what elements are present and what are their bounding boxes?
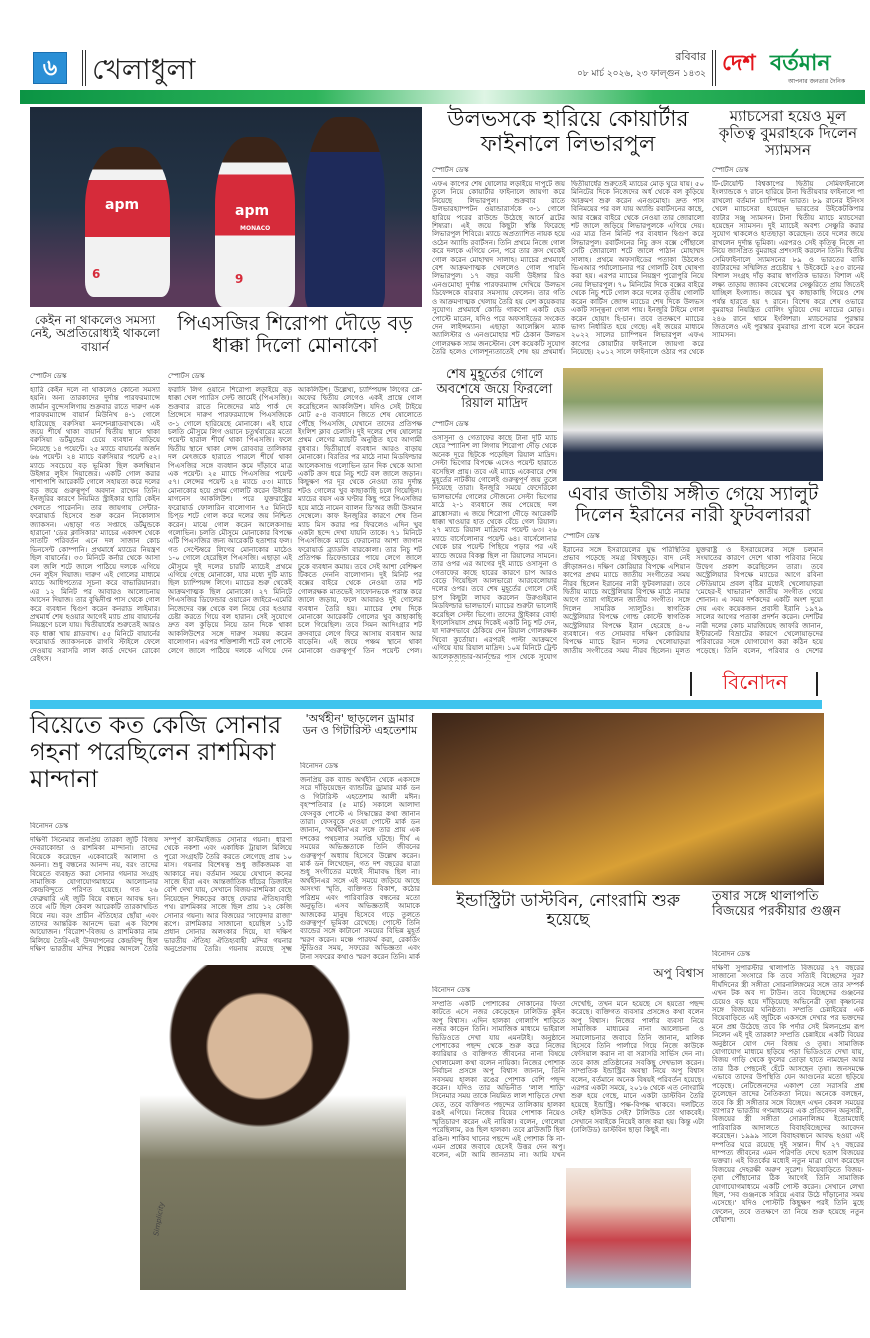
monaco-celebration-photo xyxy=(30,107,422,307)
opu-biswas-photo xyxy=(566,1168,691,1288)
desk-dhon: বিনোদন ডেস্ক xyxy=(300,762,420,774)
desk-samson: স্পোর্টস ডেস্ক xyxy=(712,166,864,178)
binodon-blue-band xyxy=(30,700,822,709)
header-green-band xyxy=(20,90,865,104)
headline-real-madrid: শেষ মুহূর্তের গোলে অবশেষে জয়ে ফিরলো রিয়াল মাদ্রিদ xyxy=(436,367,553,412)
film-dance-photo xyxy=(432,713,824,885)
byline-opu: অপু বিশ্বাস xyxy=(653,966,704,980)
logo-tagline: আপনার জনতার দৈনিক xyxy=(788,78,846,85)
body-kane: হ্যারি কেইন দলে না থাকলেও কোনো সমস্যা হয়নি। অন্য তারকাদের দুর্দান্ত পারফরম্যান্সে জার্মান বুন্দেসলিগায় শুক্রবার রাতে দারুণ এক পারফরম্যান্সে বায়ার্ন মিউনিখ ৪-১ গোলে হারিয়েছে বরুসিয়া মনশেনগ্লাডবাখকে। এই জয়ে শীর্ষে থাকা বায়ার্ন দ্বিতীয় স্থানে থাকা বরুসিয়া ডর্টমুন্ডের চেয়ে ব্যবধান বাড়িয়ে নিয়েছে ১৪ পয়েন্টে। ২৫ ম্যাচে বায়ার্নের অর্জন ৬৬ পয়েন্ট। ২৪ ম্যাচে বরুসিয়ার পয়েন্ট ৫২। ম্যাচে সবচেয়ে বড় ভূমিকা ছিল কলম্বিয়ান উইঙ্গার লুইস দিয়াজের। একটি গোল করার পাশাপাশি আরেকটি গোলে সহায়তা করে দলের বড় জয়ে গুরুত্বপূর্ণ অবদান রাখেন তিনি। ইনজুরির কারণে নিয়মিত স্ট্রাইকার হ্যারি কেইন খেলতে পারেননি। তার জায়গায় সেন্টার-ফরোয়ার্ড হিসেবে শুরু করেন নিকোলাস জ্যাকসন। এছাড়া গত সপ্তাহে ডর্টমুন্ডকে হারানো 'ডের ক্লাসিকার' ম্যাচের একাদশ থেকে সাতটি পরিবর্তন এনে দল সাজান কোচ ভিনসেন্ট কোম্পানি। প্রথমার্ধে ম্যাচের নিয়ন্ত্রণ ছিল বায়ার্নের। ৩৩ মিনিটে কর্নার থেকে আসা বল জলি শটে জালে পাঠিয়ে দলকে এগিয়ে দেন লুইস দিয়াজ। দারুণ এই গোলের মাধ্যমে ম্যাচে আধিপত্যের সূচনা করে বাভারিয়ানরা। এর ১২ মিনিট পর আবারও আলোচনায় আসেন দিয়াজ। তার বুদ্ধিদীপ্ত পাস থেকে গোল করে ব্যবধান দ্বিগুণ করেন কনরাড লাইমার। প্রথমার্ধ শেষ হওয়ার আগেই ম্যাচ প্রায় বায়ার্নের নিয়ন্ত্রণে চলে যায়। দ্বিতীয়ার্ধের শুরুতেই আরও বড় ধাক্কা খায় গ্লাডবাখ। ৫৫ মিনিটে বায়ার্নের ফরোয়ার্ড জ্যাকসনকে রাগবি স্টাইলে ফেলে দেওয়ায় সরাসরি লাল কার্ড দেখেন রোকো রেইৎস। xyxy=(30,386,160,662)
headline-liverpool: উলভসকে হারিয়ে কোয়ার্টার ফাইনালে লিভারপুল xyxy=(447,107,689,157)
binodon-bar-right xyxy=(816,672,818,696)
body-iran: ইরানের সঙ্গে ইসরায়েলের যুদ্ধ পরিস্থিতির প্রভাব পড়েছে সমগ্র বিশ্বজুড়ে। বাদ নেই ক্রীড়াঙ্গনও। দক্ষিণ কোরিয়ার বিপক্ষে এশিয়ান কাপের প্রথম ম্যাচে জাতীয় সংগীতের সময় নীরব ছিলেন ইরানের নারী ফুটবলাররা। তবে দ্বিতীয় ম্যাচে অস্ট্রেলিয়ার বিপক্ষে মাঠে নামার আগে তারা গাইলেন জাতীয় সংগীত। সঙ্গে দিলেন সামরিক স্যালুটও। স্বাগতিক অস্ট্রেলিয়ার বিপক্ষে গোল্ড কোস্টে স্বাগতিক অস্ট্রেলিয়ার বিপক্ষে ইরান হেরেছে ৪-০ ব্যবধানে। গত সোমবার দক্ষিণ কোরিয়ার বিপক্ষে ম্যাচে ইরান দলের খেলোয়াড়রা জাতীয় সংগীতের সময় নীরব ছিলেন। মূলত যুক্তরাষ্ট্র ও ইসরায়েলের সঙ্গে চলমান সংঘাতের কারণে দেশে থাকা পরিবার নিয়ে উদ্বেগ প্রকাশ করেছিলেন তারা। তবে অস্ট্রেলিয়ার বিপক্ষে ম্যাচের আগে রবিনা স্টেডিয়ামে প্রবল বৃষ্টির মধ্যেই খেলোয়াড়রা 'মেহের-ই খাভারান' জাতীয় সংগীত গেয়ে শোনান। এ সময় দর্শকদের একটি অংশ দুয়ো দেয় এবং কয়েকজন প্রবাসী ইরানি ১৯৭৯ সালের আগের পতাকা প্রদর্শন করেন। দেশটির নারী দলের কোচ মারজিয়েহ জাফরি জানান, ইন্টারনেট বিভ্রাটের কারণে খেলোয়াড়দের পরিবারের সঙ্গে যোগাযোগ করা কঠিন হয়ে পড়েছে। তিনি বলেন, পরিবার ও দেশের xyxy=(563,546,823,655)
desk-iran: স্পোর্টস ডেস্ক xyxy=(563,532,823,544)
psg-player xyxy=(305,117,385,307)
issue-day: রবিবার xyxy=(675,50,706,63)
jersey-monaco-text: MONACO xyxy=(240,225,271,232)
desk-trisha: বিনোদন ডেস্ক xyxy=(712,950,864,962)
rashmika-photo xyxy=(140,965,406,1290)
headline-kane: কেইন না থাকলেও সমস্যা নেই, অপ্রতিরোধ্যই থাকলো বায়ার্ন xyxy=(30,313,160,354)
desk-psg: স্পোর্টস ডেস্ক xyxy=(168,372,422,384)
jersey-number-center: 9 xyxy=(235,272,244,286)
desk-opu: বিনোদন ডেস্ক xyxy=(432,986,704,998)
desk-liverpool: স্পোর্টস ডেস্ক xyxy=(432,166,704,178)
body-psg: ফরাসি লিগ ওয়ানে শিরোপা লড়াইয়ে বড় ধাক্কা খেল প্যারিস সেন্ট জার্মেই (পিএসজি)। শুক্রবার রাতে নিজেদের মাঠ পার্ক দে প্রিন্সেসে দারুণ পারফরম্যান্সে পিএসজিকে ৩-১ গোলে হারিয়েছে মোনাকো। এই হারে চলতি মৌসুমে লিগ ওয়ানে চতুর্থবারের মতো পয়েন্ট হারাল শীর্ষে থাকা পিএসজি। ফলে দ্বিতীয় স্থানে থাকা লেন্স রোববার তালিকার দল মেৎজকে হারাতে পারলে শীর্ষে থাকা পিএসজির সঙ্গে ব্যবধান কমে দাঁড়াবে মাত্র এক পয়েন্ট। ২৫ ম্যাচে পিএসজির পয়েন্ট ৫৭। লেন্সের পয়েন্ট ২৪ ম্যাচে ৫৩। ম্যাচে মোনাকোর হয়ে প্রথম গোলটি করেন উইঙ্গার মাগনেস আকলিউশ। পরে যুক্তরাষ্ট্রের ফরোয়ার্ড ফোলারিন বালোগান ৭৫ মিনিটে চিপ্ড শটে গোল করে দলের জয় নিশ্চিত করেন। মাঝে গোল করেন আলেকসান্দ্র গলোভিন। চলতি মৌসুমে মোনাকোর বিপক্ষে এটি পিএসজির জন্য আরেকটি হতাশার ফল। গত সেপ্টেম্বরে লিগের মোনাকোর মাঠেও ১-০ গোলে হেরেছিল পিএসজি। এছাড়া এই মৌসুমে দুই দলের চারটি ম্যাচেই প্রথমে এগিয়ে গেছে মোনাকো, যার মধ্যে দুটি ম্যাচ ছিল চ্যাম্পিয়ন্স লিগে। ম্যাচের শুরু থেকেই আক্রমণাত্মক ছিল মোনাকো। ২৭ মিনিটে পিএসজির ডিফেন্ডার ওয়ারেন জাইরে-এমেরি নিজেদের বক্স থেকে বল নিয়ে বের হওয়ার চেষ্টা করতে গিয়ে বল হারান। সেই সুযোগে দ্রুত বল কুড়িয়ে নিয়ে ডান দিকে থাকা আকলিউশের সঙ্গে দারুণ সমন্বয় করেন বালোগান। এরপর শক্তিশালী শটে বল পোস্টে লেগে জালে পাঠিয়ে দলকে এগিয়ে দেন আকলিউশ। উল্লেখ্য, চ্যাম্পিয়ন্স লিগের প্লে-অফের দ্বিতীয় লেগেও একই প্রান্তে গোল করেছিলেন আকলিউশ। যদিও সেই টাইয়ে মোট ৫-৪ ব্যবধানে জিতে শেষ ষোলোতে পৌঁছে পিএসজি, যেখানে তাদের প্রতিপক্ষ ইংলিশ ক্লাব চেলসি। দুই দলের শেষ ষোলোর প্রথম লেগের ম্যাচটি অনুষ্ঠিত হবে আগামী বুধবার। দ্বিতীয়ার্ধে ব্যবধান আরও বাড়ায় মোনাকো। বিরতির পর মাঠে নামা মিডফিল্ডার আলেকসান্দ্র গলোভিন ডান দিক থেকে আসা একটি ক্রস ধরে নিচু শটে বল জালে জড়ান। কিছুক্ষণ পর দূর থেকে নেওয়া তার দুর্দান্ত শটও গোলের খুব কাছাকাছি চলে গিয়েছিল। ম্যাচের বয়স এক ঘণ্টার কিছু পরে পিএসজির হয়ে মাঠে নামেন ব্যালন ডি'অর জয়ী উসমান দেম্বেলে। কাফ ইনজুরির কারণে শেষ তিন ম্যাচ মিস করার পর ফিরলেও এদিন খুব একটা ছন্দে দেখা যায়নি তাকে। ৭১ মিনিটে পিএসজিকে ম্যাচে ফেরানোর আশা জাগান ফরোয়ার্ড ব্র্যাডলি বারকোলা। তার নিচু শট প্রতিপক্ষ ডিফেন্ডারের পায়ে লেগে জালে ঢুকে ব্যবধান কমায়। তবে সেই আশা বেশিক্ষণ টিকতে দেননি বালোগান। দুই মিনিট পর বক্সের বাইরে থেকে নেওয়া তার শট গোলরক্ষক মাতভেই সাফোনভকে পরাস্ত করে জালে জড়ায়, ফলে আবারও দুই গোলের ব্যবধান তৈরি হয়। ম্যাচের শেষ দিকে মোনাকো আরেকটি গোলের খুব কাছাকাছি চলে গিয়েছিল। তবে সিমন আদিংগ্রার শট ক্রসবারে লেগে ফিরে আসায় ব্যবধান আর বাড়েনি। এই জয়ে পঞ্চম স্থানে থাকা মোনাকো গুরুত্বপূর্ণ তিন পয়েন্ট পেল। xyxy=(168,386,422,655)
jersey-sponsor-left: apm xyxy=(105,197,140,213)
headline-trisha: তৃষার সঙ্গে থালাপতি বিজয়ের পরকীয়ার গুঞ্জন xyxy=(712,889,841,919)
date-divider xyxy=(712,50,716,86)
headline-rashmika: বিয়েতে কত কেজি সোনার গহনা পরেছিলেন রাশমিকা মান্দানা xyxy=(30,711,282,793)
body-samson: টি-টোয়েন্টি বিশ্বকাপের দ্বিতীয় সেমিফাইনালে ইংল্যান্ডকে ৭ রানে হারিয়ে টানা দ্বিতীয়বার ফাইনালে পা রাখলো বর্তমান চ্যাম্পিয়ন ভারত। ৮৯ রানের ইনিংস খেলে ম্যাচসেরা হয়েছেন ভারতের উইকেটকিপার ব্যাটার সঞ্জু স্যামসন। টানা দ্বিতীয় ম্যাচে ম্যাচসেরা হয়েছেন স্যামসন। দুই ম্যাচেই অবশ্য সেঞ্চুরি করার সুযোগ থাকলেও হাতছাড়া করেছেন। তবে দলের জয়ে রাখলেন দুর্দান্ত ভূমিকা। এরপরও সেই কৃতিত্ব নিজে না নিয়ে জাসপ্রিত বুমরাহর প্রশংসাই করলেন তিনি। দ্বিতীয় সেমিফাইনালে স্যামসনের ৮৯ ও ভারতের বাকি ব্যাটারদের সম্মিলিত প্রচেষ্টায় ৭ উইকেটে ২৫৩ রানের বিশাল সংগ্রহ দাঁড় করায় স্বাগতিক ভারত। বিশাল এই লক্ষ্য তাড়ায় জ্যাকব বেথেলের সেঞ্চুরিতে প্রায় জিতেই যাচ্ছিল ইংল্যান্ড। জয়ের খুব কাছাকাছি গিয়েও শেষ পর্যন্ত হারতে হয় ৭ রানে। বিশেষ করে শেষ ওভারে বুমরাহর নিয়ন্ত্রিত বোলিং ঘুরিয়ে দেয় ম্যাচের মোড়। ২৪৬ রানে থামে ইংলিশরা। ম্যাচসেরার পুরস্কার জিতলেও এই পুরস্কার বুমরাহর প্রাপ্য বলে মনে করেন স্যামসন। xyxy=(712,180,864,340)
page-number: ৬ xyxy=(33,52,67,84)
desk-real-madrid: স্পোর্টস ডেস্ক xyxy=(432,420,557,432)
section-title: খেলাধুলা xyxy=(92,53,196,86)
body-dhon: জনপ্রিয় রক ব্যান্ড অর্থহীন থেকে একসঙ্গে সরে দাঁড়িয়েছেন ব্যান্ডটির ড্রামার মার্ক ডন ও গিটারিস্ট এহতেশাম আলী মঈন। বৃহস্পতিবার (৫ মার্চ) সকালে আলাদা ফেসবুক পোস্টে এ সিদ্ধান্তের কথা জানান তারা। ফেসবুকে দেওয়া পোস্টে মার্ক ডন জানান, 'অর্থহীন'এর সঙ্গে তার প্রায় এক দশকের পথচলার সমাপ্তি ঘটছে। দীর্ঘ এ সময়ের অভিজ্ঞতাকে তিনি জীবনের গুরুত্বপূর্ণ অধ্যায় হিসেবে উল্লেখ করেন। মার্ক ডন লিখেছেন, গত দশ বছরের যাত্রা শুধু সংগীতের মধ্যেই সীমাবদ্ধ ছিল না। অর্থহীনএর সঙ্গে এই সময়ে জড়িয়ে আছে অসংখ্য স্মৃতি, ব্যক্তিগত বিকাশ, কঠোর পরিশ্রম এবং পারিবারিক বন্ধনের মতো অনুভূতি। এসব অভিজ্ঞতাই আমাকে আজকের মানুষ হিসেবে গড়ে তুলতে গুরুত্বপূর্ণ ভূমিকা রেখেছে। পোস্টে তিনি ব্যান্ডের সঙ্গে কাটানো সময়ের বিভিন্ন মুহূর্ত স্মরণ করেন। মঞ্চে পারফর্ম করা, রেকর্ডিং স্টুডিওর সময়, সফরের অভিজ্ঞতা এবং টানা সফরের কথাও স্মরণ করেন তিনি। মার্ক xyxy=(300,776,420,960)
jersey-sponsor-center: apm xyxy=(235,203,270,219)
logo-desh: দেশ xyxy=(722,51,756,76)
binodon-bar-left xyxy=(690,672,692,696)
jersey-number-left: 6 xyxy=(92,267,101,281)
desk-kane: স্পোর্টস ডেস্ক xyxy=(30,372,160,384)
desk-rashmika: বিনোদন ডেস্ক xyxy=(30,822,292,834)
newspaper-logo xyxy=(722,46,868,90)
section-divider xyxy=(82,50,86,86)
tattoo-text: Simplicity xyxy=(152,1201,167,1237)
body-liverpool: এফএ কাপের শেষ ষোলোর লড়াইয়ে দাপুটে জয় তুলে নিয়ে কোয়ার্টার ফাইনালে জায়গা করে নিয়েছে লিভারপুল। শুক্রবার রাতে উলভারহ্যাম্পটন ওয়ান্ডারার্সকে ৩-১ গোলে হারিয়ে পরের রাউন্ডে উঠেছে আর্নে স্লটের শিষ্যরা। এই জয়ে কিছুটা স্বস্তি ফিরেছে লিভারপুল শিবিরে। ম্যাচে অপ্রত্যাশিত নায়ক হয়ে ওঠেন অ্যান্ডি রবার্টসন। তিনি প্রথমে নিজে গোল করে দলকে এগিয়ে নেন, পরে তার ক্রস থেকেই গোল করেন মোহাম্মদ সালাহ। ম্যাচের প্রথমার্ধে বেশ আক্রমণাত্মক খেললেও গোল পায়নি লিভারপুল। ১৭ বছর বয়সী উইঙ্গার রিও এনগুমোহা দুর্দান্ত পারফরম্যান্স দেখিয়ে উলভস ডিফেন্সকে বারবার সমস্যায় ফেলেন। তার গতি ও আক্রমণাত্মক খেলায় তৈরি হয় বেশ কয়েকবার সুযোগ। প্রথমার্ধে কোডি গাকপো একটি হেড পোস্টে মারেন, যদিও পরে অফসাইডের সংকেত দেন লাইন্সম্যান। এছাড়া আলেক্সিস ম্যাক অ্যালিস্টার ও এনগুমোহার শট ঠেকান উলভস গোলরক্ষক স্যাম জনস্টোন। বেশ কয়েকটি সুযোগ তৈরি হলেও গোলশূন্যতাতেই শেষ হয় প্রথমার্ধ। দ্বিতীয়ার্ধের শুরুতেই ম্যাচের মোড় ঘুরে যায়। ৫০ মিনিটের দিকে নিজেদের অর্ধ থেকে বল কুড়িয়ে আক্রমণ শুরু করেন এনগুমোহা। দ্রুত পাস বিনিময়ের পর বল যায় অ্যান্ডি রবার্টসনের কাছে, আর বক্সের বাইরে থেকে নেওয়া তার জোরালো শট জালে জড়িয়ে লিভারপুলকে এগিয়ে দেয়। এর মাত্র তিন মিনিট পর ব্যবধান দ্বিগুণ করে লিভারপুল। রবার্টসনের নিচু ক্রস বক্সে পৌঁছালে সেটি জোরালো শটে জালে পাঠান মোহাম্মদ সালাহ। প্রথমে অফসাইডের পতাকা উঠলেও ভিএআর পর্যালোচনার পর গোলটি বৈধ ঘোষণা করা হয়। এরপর ম্যাচের নিয়ন্ত্রণ পুরোপুরি নিয়ে নেয় লিভারপুল। ৭০ মিনিটের দিকে বক্সের বাইরে থেকে নিচু শটে গোল করে দলের তৃতীয় গোলটি করেন কার্টিস জোন্স ম্যাচের শেষ দিকে উলভস একটি সান্ত্বনা গোল পায়। ইনজুরি টাইমে গোল করেন হোয়াং হি-চান। তবে ততক্ষণে ম্যাচের ভাগ্য নির্ধারিত হয়ে গেছে। এই জয়ের মাধ্যমে ২০২২ সালের চ্যাম্পিয়ন লিভারপুল এফএ কাপের কোয়ার্টার ফাইনালে জায়গা করে নিয়েছে। ২০১২ সালে ফাইনালে ওঠার পর থেকে xyxy=(432,180,704,357)
headline-psg: পিএসজির শিরোপা দৌড়ে বড় ধাক্কা দিলো মোনাকো xyxy=(177,311,413,358)
headline-opu: ইন্ডাস্ট্রিটা ডাস্টবিন, নোংরামি শুরু হয়েছে xyxy=(456,891,680,931)
body-rashmika: দক্ষিণী সিনেমার জনপ্রিয় তারকা জুটি বিজয় দেবরাকোন্ডা ও রাশমিকা মান্দানা। তাদের বিয়েকে করেছেন একেবারেই আলাদা ও অনন্য। শুধু বন্ধনের আনন্দ নয়, বরং তাদের বিয়েতে ব্যবহৃত করা সোনার গয়নার সংগ্রহ সামাজিক যোগাযোগমাধ্যমে আলোচনার কেন্দ্রবিন্দুতে পরিণত হয়েছে। গত ২৬ ফেব্রুয়ারি এই জুটি বিয়ে বন্ধনে আবদ্ধ হন। তবে এটি ছিল কেবল আরেকটি তারকাখচিত বিয়ে নয়। বরং প্রাচীন ঐতিহ্যের ছোঁয়া এবং তাদের আন্তরিক আনন্দে ভরা এক বিশেষ আয়োজন। 'বিরোশ'-বিজয় ও রাশমিকার নাম মিলিয়ে তৈরি-এই উদযাপনের কেন্দ্রবিন্দু ছিল দক্ষিণ ভারতীয় মন্দির শিল্পের আদলে তৈরি সম্পূর্ণ কাস্টমাইজড সোনার গয়না। ধারণা থেকে নকশা এবং একাধিক ট্রায়াল মিলিয়ে পুরো সংগ্রহটি তৈরি করতে লেগেছে প্রায় ১০ মাস। গয়নার বিশেষত্ব শুধু জাঁকজমক বা আকারে নয়। বর্তমান সময়ে যেখানে কনের সাজে হীরা এবং আন্তর্জাতিক ধাঁচের ডিজাইন বেশি দেখা যায়, সেখানে বিজয়-রাশমিকা বেছে নিয়েছেন শিকড়ের কাছে ফেরার ঐতিহ্যবাহী পথ। রাশমিকার সাজে ছিল প্রায় ১২ কেজি সোনার গয়না। আর বিজয়ের 'সাফেদার রাজা' রূপে। রাশমিকার সাজানো হয়েছিল ১১টি প্রধান সোনার অলংকার দিয়ে, যা দক্ষিণ ভারতীয় ঐতিহ্য ঐতিহ্যবাহী মন্দির গয়নার অনুপ্রেরণায় তৈরি। গয়নায় রয়েছে সূক্ষ্ম xyxy=(30,836,292,954)
body-trisha: দক্ষিণী সুপারস্টার থালাপতি বিজয়ের ২৭ বছরের সাজানো সংসারে কি তবে সত্যিই বিচ্ছেদের সুর? দীর্ঘদিনের স্ত্রী সঙ্গীতা সোরনালিঙ্গমের সঙ্গে তার সম্পর্ক এখন টক অব দ্য টাউন। তবে বিচ্ছেদের গুঞ্জনের চেয়েও বড় হয়ে দাঁড়িয়েছে অভিনেত্রী তৃষা কৃষ্ণানের সঙ্গে বিজয়ের ঘনিষ্ঠতা। সম্প্রতি চেন্নাইয়ের এক বিয়েবাড়িতে এই জুটিকে একসঙ্গে দেখার পর ভক্তদের মনে প্রশ্ন উঠেছে তবে কি পর্দার সেই মিলনপ্রেম রূপ নিলেন এই দুই তারকা? সম্প্রতি চেন্নাইয়ে একটি বিয়ের অনুষ্ঠানে যোগ দেন বিজয় ও তৃষা। সামাজিক যোগাযোগ মাধ্যমে ছড়িয়ে পড়া ভিডিওতে দেখা যায়, বিজয় গাড়ি থেকে ফুলের তোড়া হাতে নামছেন আর তার ঠিক পেছনেই হেঁটে আসছেন তৃষা। জনসমক্ষে এভাবে তাদের উপস্থিতি যেন আগুনের মতো ছড়িয়ে পড়েছে। নেটিজেনদের একাংশ তো সরাসরি প্রশ্ন তুলেছেন তাদের নৈতিকতা নিয়ে। অনেকে বলছেন, তবে কি স্ত্রী সঙ্গীতার সঙ্গে বিচ্ছেদ এখন কেবল সময়ের ব্যাপার? ভারতীয় গণমাধ্যমের এক প্রতিবেদন অনুসারী, বিজয়ের স্ত্রী সঙ্গীতা সোরনালিঙ্গম ইতোমধ্যেই পারিবারিক আদালতে বিবাহবিচ্ছেদের আবেদন করেছেন। ১৯৯৯ সালে বিবাহবন্ধনে আবদ্ধ হওয়া এই দম্পতির ঘরে রয়েছে দুই সন্তান। দীর্ঘ ২৭ বছরের দাম্পত্য জীবনের এমন পরিণতি দেখে হতাশ বিজয়ের ভক্তরা। এই বিতর্কের মধ্যেই নতুন মাত্রা যোগ করেছেন বিজয়ের দেহরক্ষী অরুণ সুরেশ। বিয়েবাড়িতে বিজয়-তৃষা পৌঁছানোর ঠিক আগেই তিনি সামাজিক যোগাযোগমাধ্যমে একটি পোস্ট করেন। সেখানে লেখা ছিল, 'সব গুঞ্জনকে সরিয়ে এবার উঠে দাঁড়ানোর সময় এসেছে।' যদিও পোস্টটি কিছুক্ষণ পরই তিনি মুছে ফেলেন, তবে ততক্ষণে তা নিয়ে শুরু হয়েছে নতুন ধোঁয়াশা। xyxy=(712,964,864,1225)
section-binodon: বিনোদন xyxy=(722,670,788,694)
iran-team-salute-photo xyxy=(563,368,823,481)
issue-date: ০৮ মার্চ ২০২৬, ২৩ ফাল্গুন ১৪৩২ xyxy=(576,69,706,79)
body-real-madrid: ওসাসুনা ও গেতাফের কাছে টানা দুটি ম্যাচ হেরে স্প্যানিশ লা লিগায় শিরোপা দৌড় থেকে অনেক দূরে ছিটকে পড়েছিল রিয়াল মাদ্রিদ। সেল্টা ভিগোর বিপক্ষে এসেও পয়েন্ট হারাতে বসেছিল প্রায়। তবে এই ম্যাচে একেবারে শেষ মুহূর্তের নাটকীয় গোলেই গুরুত্বপূর্ণ জয় তুলে নিয়েছে তারা। ইনজুরি সময়ে ফেদেরিকো ভালভার্দের গোলের সৌজন্যে সেল্টা ভিগোর মাঠে ২-১ ব্যবধানে জয় পেয়েছে দল ব্লাঙ্কোসরা। এ জয়ে শিরোপা দৌড়ে আরেকটি ধাক্কা খাওয়ার হাত থেকে বেঁচে গেল রিয়াল। ২৭ ম্যাচে রিয়াল মাদ্রিদের পয়েন্ট ৬৩। ২৬ ম্যাচে বার্সেলোনার পয়েন্ট ৬৪। বার্সেলোনার থেকে চার পয়েন্ট পিছিয়ে পড়ার পর এই ম্যাচে জয়ের বিকল্প ছিল না রিয়ালের সামনে। তার ওপর এর আগের দুই ম্যাচে ওসাসুনা ও গেতাফের কাছে হারের কারণে চাপ আরও বেড়ে গিয়েছিল আলভারো আরবেলোয়ার দলের ওপর। তবে শেষ মুহূর্তের গোলে সেই চাপ কিছুটা লাঘব করলেন উরুগুইয়ান মিডফিল্ডার ভালভার্দে। ম্যাচের শুরুটা ভালোই করেছিল সেল্টা ভিগো। তাদের স্ট্রাইকার বোর্হা ইগলেসিয়াস প্রথম দিকেই একটি নিচু শট দেন, যা দারুণভাবে ঠেকিয়ে দেন রিয়াল গোলরক্ষক থিবো কুর্তোয়া। এরপরই পাল্টা আক্রমণে এগিয়ে যায় রিয়াল মাদ্রিদ। ১০ম মিনিটে ট্রেন্ট আলেকজান্ডার-আর্নল্ডের পাস থেকে সুযোগ xyxy=(432,434,557,661)
monaco-player-center xyxy=(215,137,295,307)
headline-iran: এবার জাতীয় সঙ্গীত গেয়ে স্যালুট দিলেন ইরানের নারী ফুটবলাররা xyxy=(567,483,819,527)
headline-dhon: 'অর্থহীন' ছাড়লেন ড্রামার ডন ও গিটারিস্ট এহতেশাম xyxy=(302,712,418,738)
headline-samson: ম্যাচসেরা হয়েও মূল কৃতিত্ব বুমরাহকে দিলেন স্যামসন xyxy=(718,107,858,159)
body-opu: সম্প্রতি একটি পোশাকের দোকানের ফিতা কাটতে এসে নজর কেড়েছেন ঢালিউড কুইন অপু বিশ্বাস। এদিন হালকা গোলাপি শাড়িতে নজর কাড়েন তিনি। সামাজিক মাধ্যমে ভাইরাল ভিডিওতে দেখা যায় এমনটাই। অনুষ্ঠানে পোশাকের পছন্দ থেকে শুরু করে নিজের ক্যারিয়ার ও ব্যক্তিগত জীবনের নানা বিষয়ে খোলামেলা কথা বলেন নায়িকা। নিজের পোশাক নির্বাচন প্রসঙ্গে অপু বিশ্বাস জানান, তিনি সবসময় হালকা রঙের পোশাক বেশি পছন্দ করেন। যদিও তার অভিনীত 'লাল শাড়ি' সিনেমার সময় তাকে নিয়মিত লাল শাড়িতে দেখা যেত, তবে ব্যক্তিগত পছন্দের তালিকায় হালকা রঙই এগিয়ে। নিজের বিয়ের পোশাক নিয়েও স্মৃতিচারণ করেন এই নায়িকা। বলেন, গোলেয়া পরেছিলাম, রঙ ছিল হালকা। তবে ব্লাউজটি ছিল রঙিন। শাকিব খানের পছন্দে এই পোশাক কি না- এমন প্রশ্নের জবাবে হেসেই উত্তর দেন অপু। বলেন, এটা আমি জানতাম না। আমি যখন দেখেছি, তখন মনে হয়েছে সে হয়তো পছন্দ করেছে। ব্যক্তিগত ব্যবসার প্রসঙ্গেও কথা বলেন অপু বিশ্বাস। নিজের পার্লার ব্যবসা নিয়ে সামাজিক মাধ্যমের নানা আলোচনা ও সমালোচনার জবাবে তিনি জানান, মালিক হিসেবে তিনি পার্লারে গিয়ে নিজে কাউকে ফেসিয়াল করান না বা সরাসরি সার্ভিস দেন না। তবে কাজ প্রতিষ্ঠানের সবকিছু দেখভাল করেন। সাম্প্রতিক ইন্ডাস্ট্রির অবস্থা নিয়ে অপু বিশ্বাস বলেন, বর্তমানে অনেক বিষয়ই পরিবর্তন হয়েছে। এরপর একটা সময়ে, ২০১৬ থেকে এত নোংরামি শুরু হয়ে গেছে, মানে একটা ডাস্টবিন তৈরি হয়েছে ইন্ডাস্ট্রি। পক্ষ-বিপক্ষ থাকবে। দলটিতে সেই? হলিউড সেই? টালিউড তো থাকবেই। সেখানে সবাইকে নিয়েই কাজ করা হয়। কিন্তু এটা (ঢালিউড) ডাস্টবিন ছাড়া কিছুই না। xyxy=(432,1000,704,1160)
logo-bortoman: বর্তমান xyxy=(770,51,831,76)
